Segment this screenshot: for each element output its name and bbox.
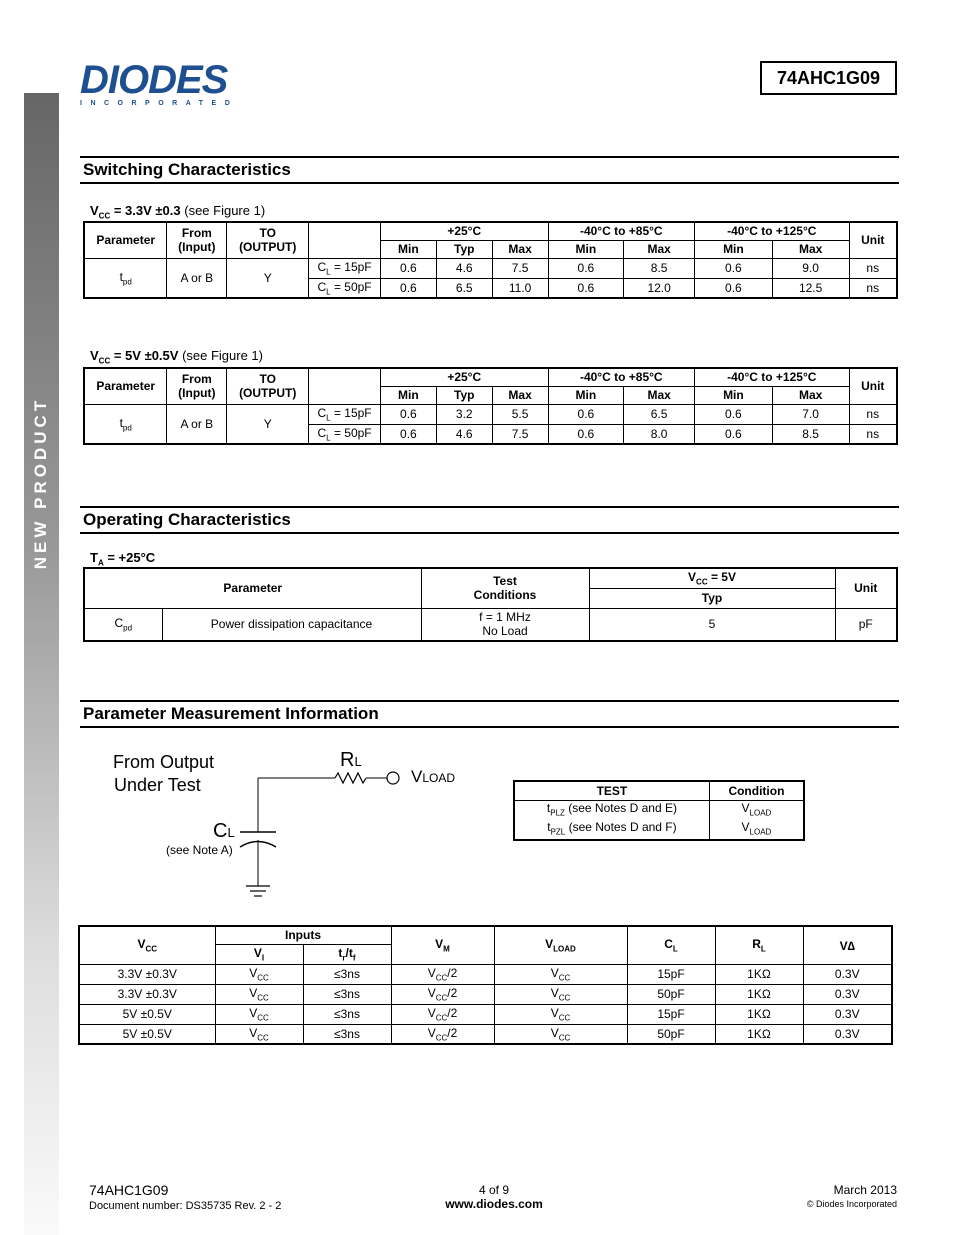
vt-cl: 50pF [627,1024,715,1044]
vt-vcc: 3.3V ±0.3V [79,964,215,984]
vt-tr: ≤3ns [303,1024,391,1044]
sw-value: 0.6 [380,404,436,424]
vt-cl: 15pF [627,1004,715,1024]
under-test-label: Under Test [114,775,201,795]
sw-h-max: Max [624,240,695,258]
section-rule [80,182,899,184]
tt-h-cond: Condition [709,781,804,800]
sw-h-typ: Typ [436,240,492,258]
sw-from: A or B [167,258,227,298]
vt-rl: 1KΩ [715,984,803,1004]
section-rule [80,726,899,728]
sw-unit: ns [849,278,897,298]
vt-vd: 0.3V [803,1004,892,1024]
note-label: (see Note A) [166,843,233,857]
sw-h-min: Min [695,386,773,404]
table-row [79,964,892,984]
part-number-box: 74AHC1G09 [760,61,897,95]
sw-h-25: +25°C [380,368,548,386]
sw-value: 8.5 [624,258,695,278]
sidebar-band [24,93,59,1235]
sw-h-unit: Unit [849,222,897,258]
footer-copyright: © Diodes Incorporated [806,1199,897,1209]
logo-name: DIODES [80,58,228,102]
sw-value: 0.6 [695,424,773,444]
section-rule [80,156,899,158]
sw-value: 0.6 [695,404,773,424]
sw-value: 3.2 [436,404,492,424]
sw-unit: ns [849,424,897,444]
sw-value: 6.5 [624,404,695,424]
vt-vm: $V_{CC}/2$ [391,1004,494,1024]
terminal-circle [387,772,399,784]
switching-condition: $V_{CC} = 3.3V \pm 0.3$ (see Figure 1) [90,203,266,221]
sw-value: 0.6 [548,404,624,424]
sw-unit: ns [849,404,897,424]
sw-h-typ: Typ [436,386,492,404]
vt-vm: $V_{CC}/2$ [391,964,494,984]
vt-h-vm: $V_M$ [391,926,494,964]
vt-vload: $V_{CC}$ [494,1024,627,1044]
sw-value: 8.0 [624,424,695,444]
switching-title: Switching Characteristics [83,160,291,179]
cl-label: CL [213,820,235,842]
sw-value: 0.6 [695,258,773,278]
vt-vm: $V_{CC}/2$ [391,984,494,1004]
sw-value: 12.0 [624,278,695,298]
vt-vload: $V_{CC}$ [494,984,627,1004]
sw-h-min: Min [380,240,436,258]
sw-h-min: Min [695,240,773,258]
vt-vcc: 3.3V ±0.3V [79,984,215,1004]
sw-load: $C_L = 50pF$ [309,278,381,298]
section-rule [80,532,899,534]
table-row [79,1004,892,1024]
operating-title: Operating Characteristics [83,510,291,529]
sw-h-param: Parameter [84,222,167,258]
tt-conds: $V_{LOAD}$ $V_{LOAD}$ [709,800,804,840]
vt-cl: 50pF [627,984,715,1004]
vload-label: VLOAD [411,767,456,786]
vt-rl: 1KΩ [715,1004,803,1024]
sw-param: $t_{pd}$ [84,258,167,298]
vt-vd: 0.3V [803,1024,892,1044]
sw-h-min: Min [548,386,624,404]
vt-tr: ≤3ns [303,964,391,984]
sw-h-125: -40°C to +125°C [695,222,849,240]
test-condition-table [513,780,805,841]
sw-value: 0.6 [548,258,624,278]
sw-value: 5.5 [492,404,548,424]
vt-vload: $V_{CC}$ [494,1004,627,1024]
sw-unit: ns [849,258,897,278]
sw-h-85: -40°C to +85°C [548,222,695,240]
sw-to: Y [227,258,309,298]
op-symbol: $C_{pd}$ [84,608,162,641]
footer-page: 4 of 9 [478,1183,510,1197]
vt-rl: 1KΩ [715,964,803,984]
section-rule [80,506,899,508]
vt-h-vdelta: V∆ [803,926,892,964]
sw-value: 0.6 [380,278,436,298]
switching-table [83,221,898,299]
vt-h-vcc: $V_{CC}$ [79,926,215,964]
rl-label: RL [340,749,362,771]
op-unit: pF [835,608,897,641]
footer-url[interactable]: www.diodes.com [445,1197,543,1211]
vt-h-rl: $R_L$ [715,926,803,964]
sw-from: A or B [167,404,227,444]
sw-value: 9.0 [772,258,849,278]
vt-vd: 0.3V [803,964,892,984]
op-h-typ: Typ [589,589,835,609]
from-output-label: From Output [113,752,215,772]
op-h-param: Parameter [84,568,421,608]
sw-h-unit: Unit [849,368,897,404]
vt-vi: $V_{CC}$ [215,984,303,1004]
footer-date: March 2013 [833,1183,897,1197]
sidebar-label: NEW PRODUCT [31,396,50,570]
table-row [79,1024,892,1044]
vt-vcc: 5V ±0.5V [79,1004,215,1024]
sw-param: $t_{pd}$ [84,404,167,444]
vt-vi: $V_{CC}$ [215,964,303,984]
operating-condition: $T_A = +25^\circ C$ [90,550,156,568]
resistor-symbol [335,773,366,783]
vt-h-inputs: Inputs [215,926,391,944]
vt-tr: ≤3ns [303,1004,391,1024]
section-rule [80,700,899,702]
logo-sub: INCORPORATED [80,100,239,107]
sw-value: 6.5 [436,278,492,298]
sw-h-min: Min [548,240,624,258]
test-circuit-diagram [230,760,410,900]
sw-h-blank [309,222,381,258]
sw-h-from: From (Input) [167,368,227,404]
vt-cl: 15pF [627,964,715,984]
sw-value: 7.0 [772,404,849,424]
vt-h-vi: $V_I$ [215,944,303,964]
sw-value: 4.6 [436,258,492,278]
switching-table [83,367,898,445]
sw-value: 7.5 [492,424,548,444]
sw-h-min: Min [380,386,436,404]
sw-h-max: Max [624,386,695,404]
sw-load: $C_L = 50pF$ [309,424,381,444]
sw-h-25: +25°C [380,222,548,240]
vt-rl: 1KΩ [715,1024,803,1044]
op-typ: 5 [589,608,835,641]
sw-value: 0.6 [380,424,436,444]
op-test: f = 1 MHz No Load [421,608,589,641]
sw-h-param: Parameter [84,368,167,404]
measurement-title: Parameter Measurement Information [83,704,379,723]
sw-h-blank [309,368,381,404]
switching-condition: $V_{CC} = 5V \pm 0.5V$ (see Figure 1) [90,348,263,366]
sw-h-max: Max [772,386,849,404]
op-desc: Power dissipation capacitance [162,608,421,641]
sw-h-85: -40°C to +85°C [548,368,695,386]
sw-value: 4.6 [436,424,492,444]
footer-part: 74AHC1G09 [89,1182,169,1198]
sw-value: 7.5 [492,258,548,278]
tt-h-test: TEST [514,781,709,800]
sw-h-max: Max [492,386,548,404]
vt-vcc: 5V ±0.5V [79,1024,215,1044]
sw-h-to: TO (OUTPUT) [227,368,309,404]
vt-vi: $V_{CC}$ [215,1004,303,1024]
sw-value: 12.5 [772,278,849,298]
vt-h-vload: $V_{LOAD}$ [494,926,627,964]
vt-vm: $V_{CC}/2$ [391,1024,494,1044]
sw-h-max: Max [772,240,849,258]
sw-to: Y [227,404,309,444]
sw-h-to: TO (OUTPUT) [227,222,309,258]
operating-table [83,567,898,642]
op-h-vcc: $V_{CC} = 5V$ [589,568,835,589]
op-h-test: Test Conditions [421,568,589,608]
vt-vi: $V_{CC}$ [215,1024,303,1044]
sw-value: 0.6 [695,278,773,298]
sw-load: $C_L = 15pF$ [309,404,381,424]
footer-docnum: Document number: DS35735 Rev. 2 - 2 [89,1200,282,1212]
company-logo [80,60,255,110]
sw-value: 0.6 [548,278,624,298]
sw-value: 8.5 [772,424,849,444]
sw-h-from: From (Input) [167,222,227,258]
sw-value: 11.0 [492,278,548,298]
sw-value: 0.6 [548,424,624,444]
vt-vd: 0.3V [803,984,892,1004]
vt-tr: ≤3ns [303,984,391,1004]
vt-vload: $V_{CC}$ [494,964,627,984]
tt-tests: $t_{PLZ}$ (see Notes D and E) $t_{PZL}$ (see Notes D and F) [514,800,709,840]
vt-h-cl: $C_L$ [627,926,715,964]
table-row [79,984,892,1004]
sw-value: 0.6 [380,258,436,278]
sw-h-max: Max [492,240,548,258]
sw-h-125: -40°C to +125°C [695,368,849,386]
op-h-unit: Unit [835,568,897,608]
voltage-table [78,925,893,1045]
vt-h-trtf: $t_r/t_f$ [303,944,391,964]
sw-load: $C_L = 15pF$ [309,258,381,278]
